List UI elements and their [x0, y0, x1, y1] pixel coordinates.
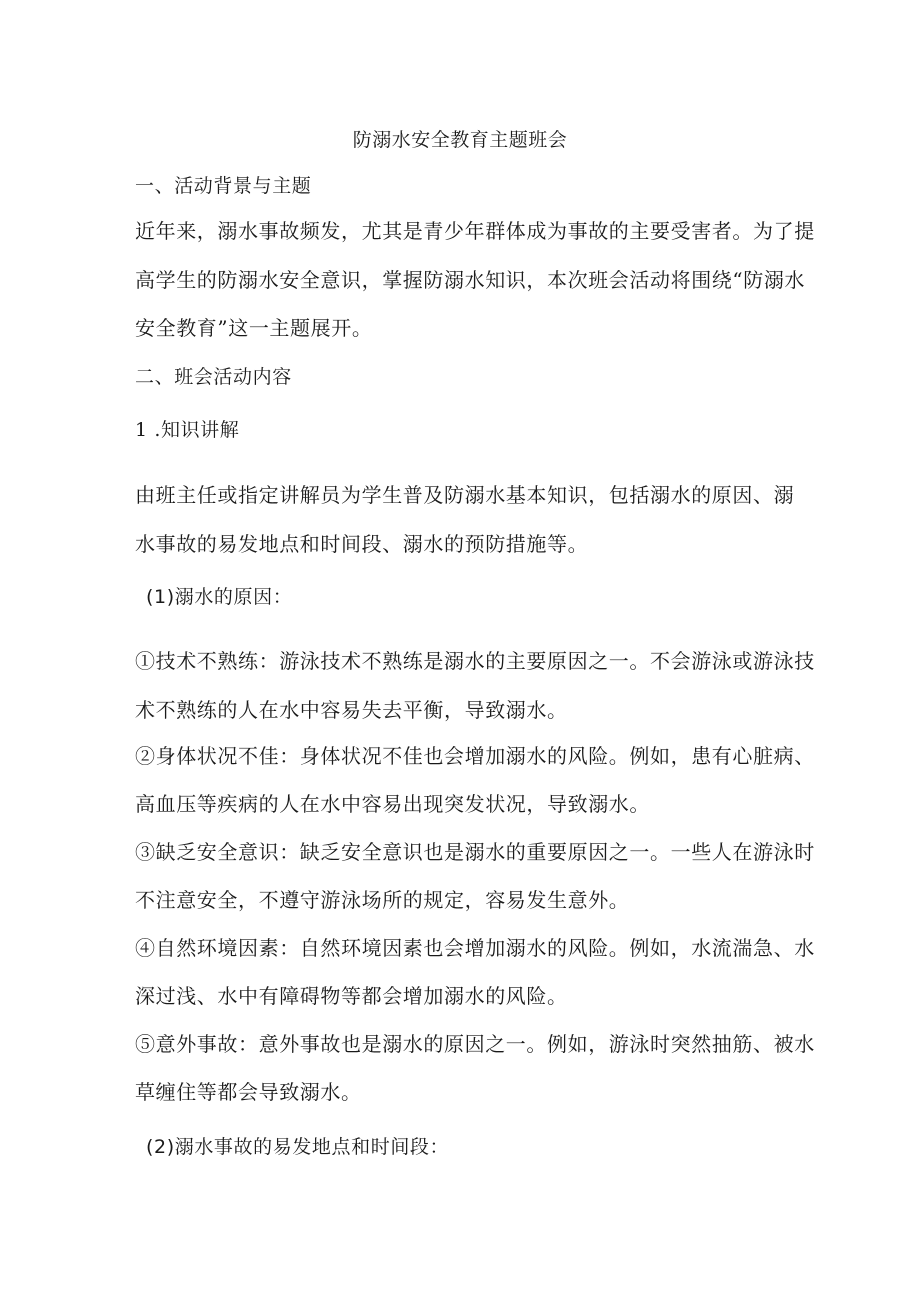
paragraph-line: 安全教育”这一主题展开。	[135, 316, 373, 340]
cause-item-line: 术不熟练的人在水中容易失去平衡，导致溺水。	[135, 698, 568, 722]
subheading-causes: (1)溺水的原因：	[146, 586, 293, 608]
paragraph-line: 近年来，溺水事故频发，尤其是青少年群体成为事故的主要受害者。为了提	[135, 219, 815, 243]
paragraph-line: 水事故的易发地点和时间段、溺水的预防措施等。	[135, 532, 589, 556]
cause-item-line: 草缠住等都会导致溺水。	[135, 1080, 362, 1104]
cause-item-line: 不注意安全，不遵守游泳场所的规定，容易发生意外。	[135, 888, 630, 912]
subheading-locations-times: (2)溺水事故的易发地点和时间段：	[146, 1136, 450, 1158]
section-heading-background: 一、活动背景与主题	[135, 175, 312, 197]
cause-item-line: ②身体状况不佳：身体状况不佳也会增加溺水的风险。例如，患有心脏病、	[135, 744, 815, 768]
paragraph-line: 由班主任或指定讲解员为学生普及防溺水基本知识，包括溺水的原因、溺	[135, 483, 795, 507]
cause-item-line: 深过浅、水中有障碍物等都会增加溺水的风险。	[135, 984, 568, 1008]
paragraph-line: 高学生的防溺水安全意识，掌握防溺水知识，本次班会活动将围绕“防溺水	[135, 268, 806, 292]
cause-item-line: 高血压等疾病的人在水中容易出现突发状况，导致溺水。	[135, 792, 650, 816]
section-heading-content: 二、班会活动内容	[135, 366, 292, 388]
item-heading-knowledge: 1 .知识讲解	[135, 419, 240, 441]
document-title: 防溺水安全教育主题班会	[352, 129, 568, 151]
cause-item-line: ④自然环境因素：自然环境因素也会增加溺水的风险。例如，水流湍急、水	[135, 936, 815, 960]
cause-item-line: ⑤意外事故：意外事故也是溺水的原因之一。例如，游泳时突然抽筋、被水	[135, 1032, 815, 1056]
cause-item-line: ③缺乏安全意识：缺乏安全意识也是溺水的重要原因之一。一些人在游泳时	[135, 840, 815, 864]
cause-item-line: ①技术不熟练：游泳技术不熟练是溺水的主要原因之一。不会游泳或游泳技	[135, 649, 815, 673]
